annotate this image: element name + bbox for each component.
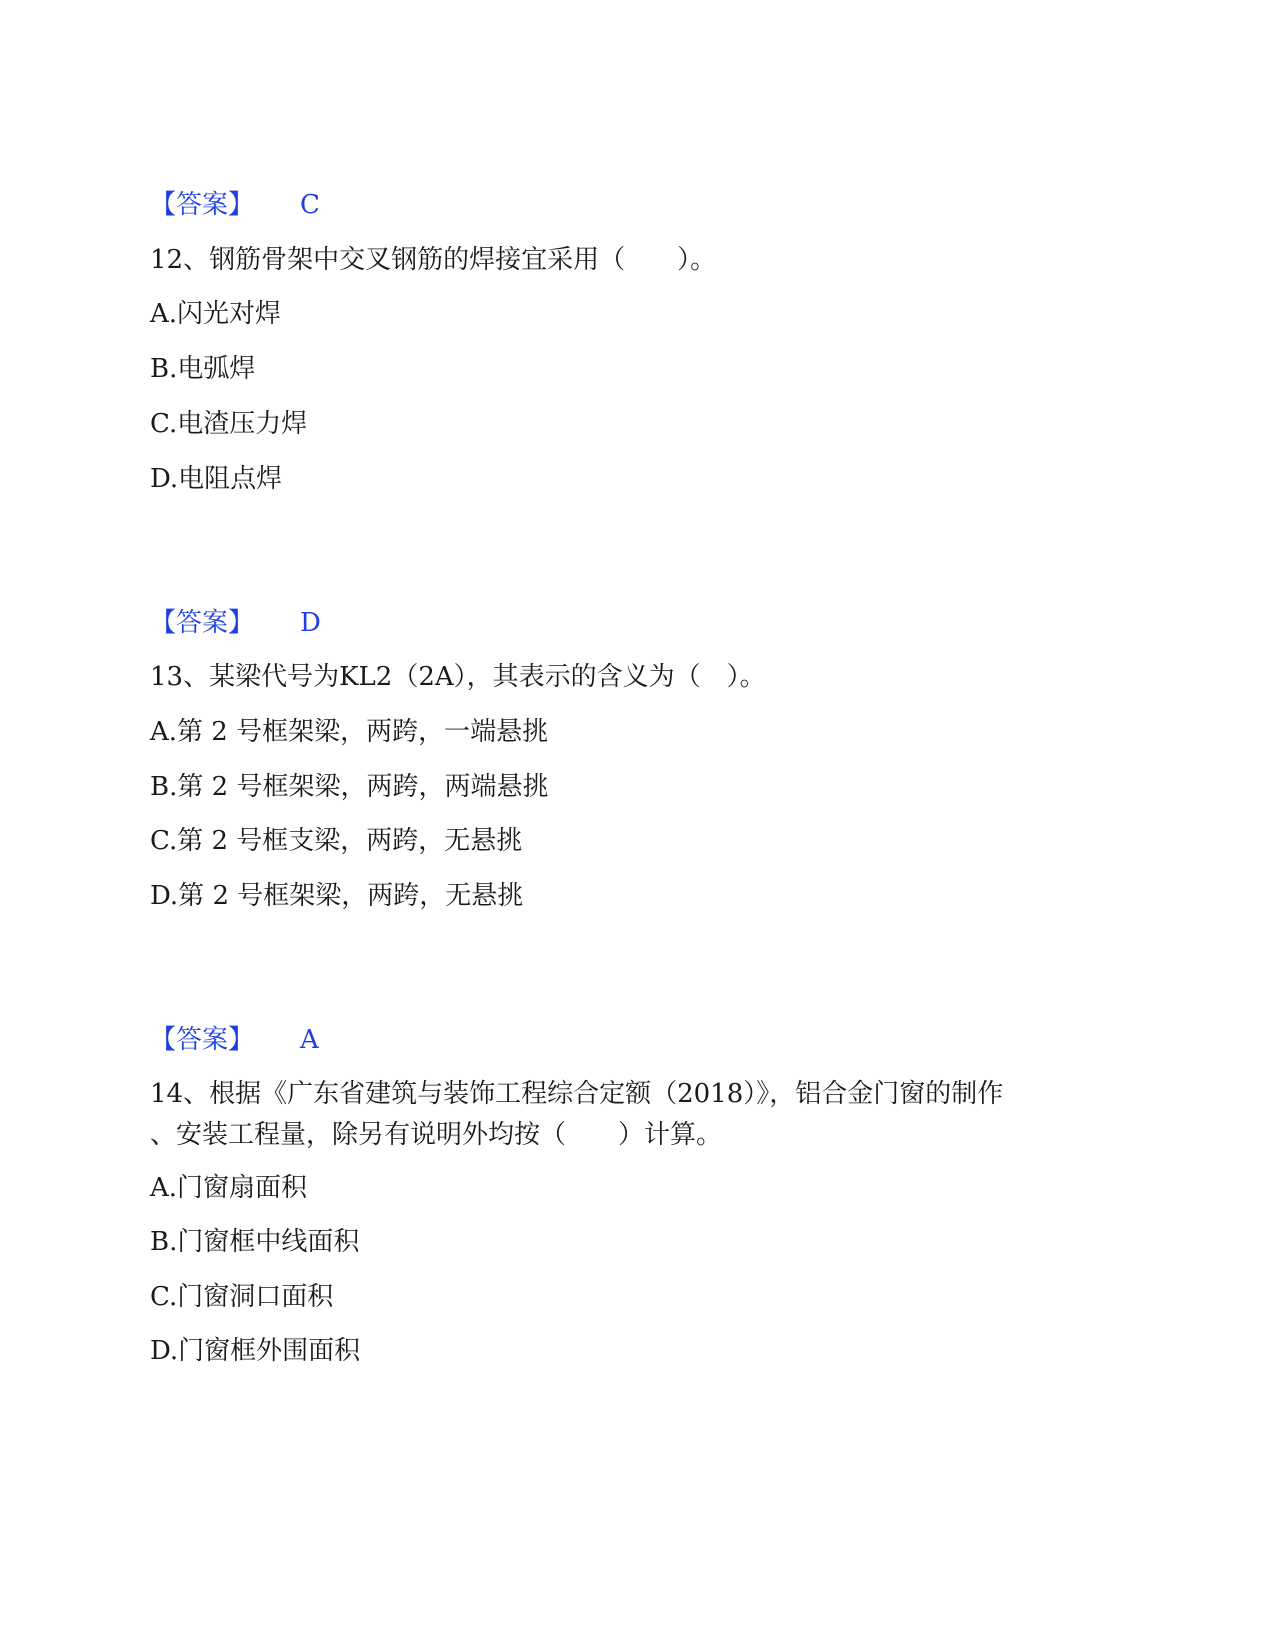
option-c: C.门窗洞口面积 bbox=[150, 1282, 334, 1312]
answer-label: 【答案】 bbox=[150, 608, 255, 638]
option-c: C.第 2 号框支梁，两跨，无悬挑 bbox=[150, 826, 523, 856]
option-d: D.门窗框外围面积 bbox=[150, 1336, 361, 1366]
answer-line bbox=[150, 188, 320, 222]
answer-label: 【答案】 bbox=[150, 1025, 255, 1055]
answer-line bbox=[150, 606, 321, 640]
option-b: B.门窗框中线面积 bbox=[150, 1227, 360, 1257]
answer-line bbox=[150, 1023, 319, 1057]
option-b: B.电弧焊 bbox=[150, 354, 256, 384]
option-a: A.第 2 号框架梁，两跨，一端悬挑 bbox=[150, 717, 549, 747]
question-stem: 13、某梁代号为KL2（2A），其表示的含义为（ ）。 bbox=[150, 662, 766, 692]
option-d: D.第 2 号框架梁，两跨，无悬挑 bbox=[150, 881, 524, 911]
option-a: A.门窗扇面积 bbox=[150, 1173, 308, 1203]
answer-value: C bbox=[300, 190, 320, 220]
question-stem-line-1: 14、根据《广东省建筑与装饰工程综合定额（2018）》，铝合金门窗的制作 bbox=[150, 1079, 1004, 1109]
answer-value: D bbox=[300, 608, 321, 638]
question-stem-line-2: 、安装工程量，除另有说明外均按（ ）计算。 bbox=[150, 1120, 723, 1150]
option-c: C.电渣压力焊 bbox=[150, 409, 308, 439]
answer-label: 【答案】 bbox=[150, 190, 255, 220]
question-stem: 12、钢筋骨架中交叉钢筋的焊接宜采用（ ）。 bbox=[150, 245, 717, 275]
option-b: B.第 2 号框架梁，两跨，两端悬挑 bbox=[150, 772, 549, 802]
answer-value: A bbox=[300, 1025, 319, 1055]
option-d: D.电阻点焊 bbox=[150, 464, 283, 494]
option-a: A.闪光对焊 bbox=[150, 299, 282, 329]
